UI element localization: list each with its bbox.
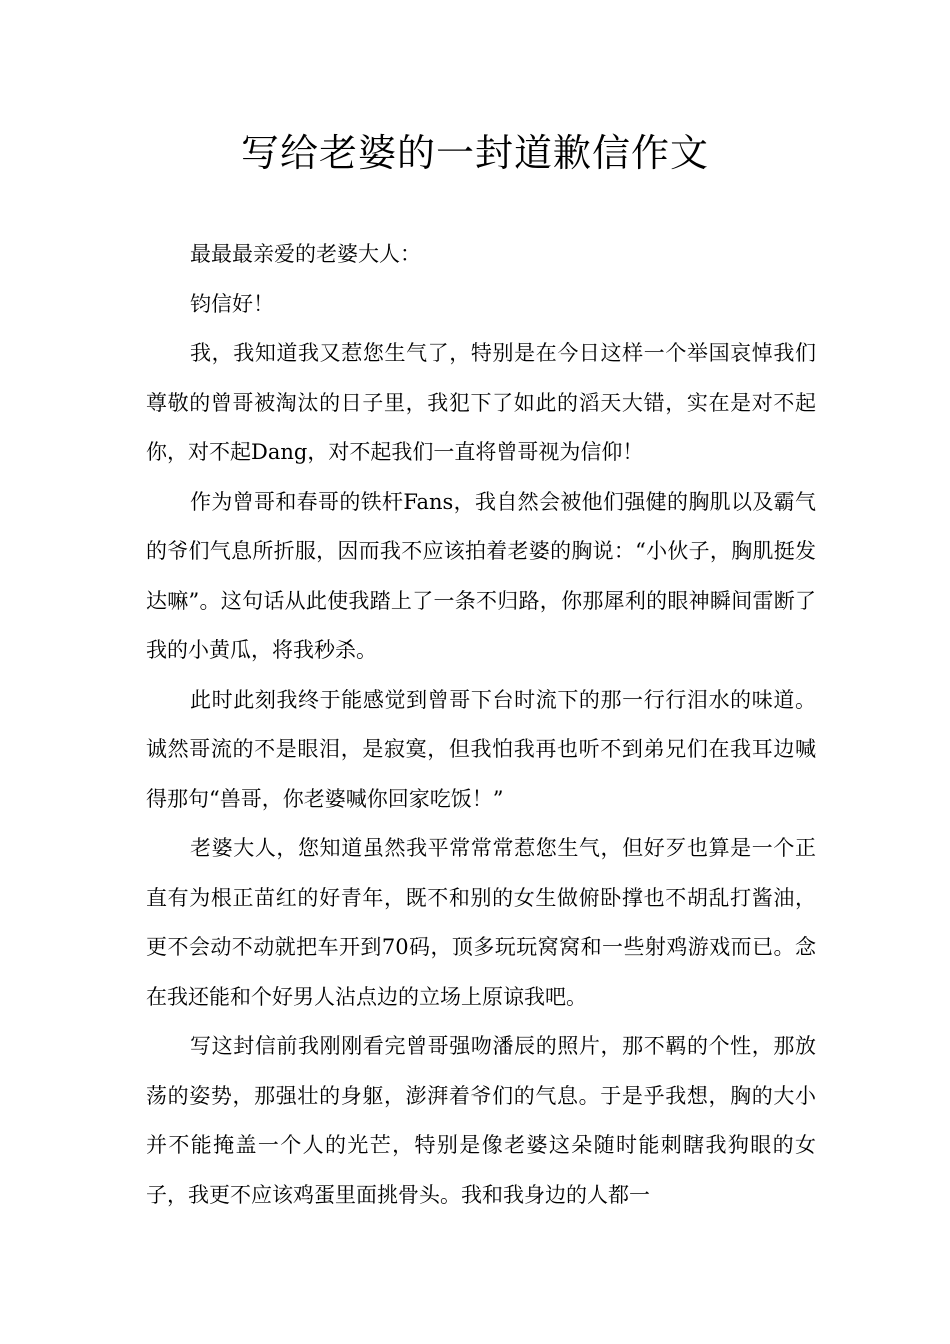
document-title: 写给老婆的一封道歉信作文 [240,131,709,175]
salutation: 最最最亲爱的老婆大人： [190,242,421,266]
body-paragraph: 写这封信前我刚刚看完曾哥强吻潘辰的照片，那不羁的个性，那放荡的姿势，那强壮的身躯，澎湃着爷们的气息。于是乎我想，胸的大小并不能掩盖一个人的光芒，特别是像老婆这朵随时能刺瞎我狗眼的女子，我更不应该鸡蛋里面挑骨头。我和我身边的人都一 [146,1034,816,1207]
body-paragraph: 作为曾哥和春哥的铁杆Fans，我自然会被他们强健的胸肌以及霸气的爷们气息所折服，因而我不应该拍着老婆的胸说：“小伙子，胸肌挺发达嘛”。这句话从此使我踏上了一条不归路，你那犀利的眼神瞬间雷断了我的小黄瓜，将我秒杀。 [146,489,816,662]
body-paragraph: 老婆大人，您知道虽然我平常常常惹您生气，但好歹也算是一个正直有为根正苗红的好青年，既不和别的女生做俯卧撑也不胡乱打酱油，更不会动不动就把车开到70码，顶多玩玩窝窝和一些射鸡游戏而已。念在我还能和个好男人沾点边的立场上原谅我吧。 [146,836,816,1009]
body-paragraph: 我，我知道我又惹您生气了，特别是在今日这样一个举国哀悼我们尊敬的曾哥被淘汰的日子里，我犯下了如此的滔天大错，实在是对不起你，对不起Dang，对不起我们一直将曾哥视为信仰！ [146,341,816,464]
document-body [146,230,816,1220]
body-paragraph: 此时此刻我终于能感觉到曾哥下台时流下的那一行行泪水的味道。诚然哥流的不是眼泪，是寂寞，但我怕我再也听不到弟兄们在我耳边喊得那句“兽哥，你老婆喊你回家吃饭！” [146,687,816,811]
greeting: 钧信好！ [190,291,274,316]
